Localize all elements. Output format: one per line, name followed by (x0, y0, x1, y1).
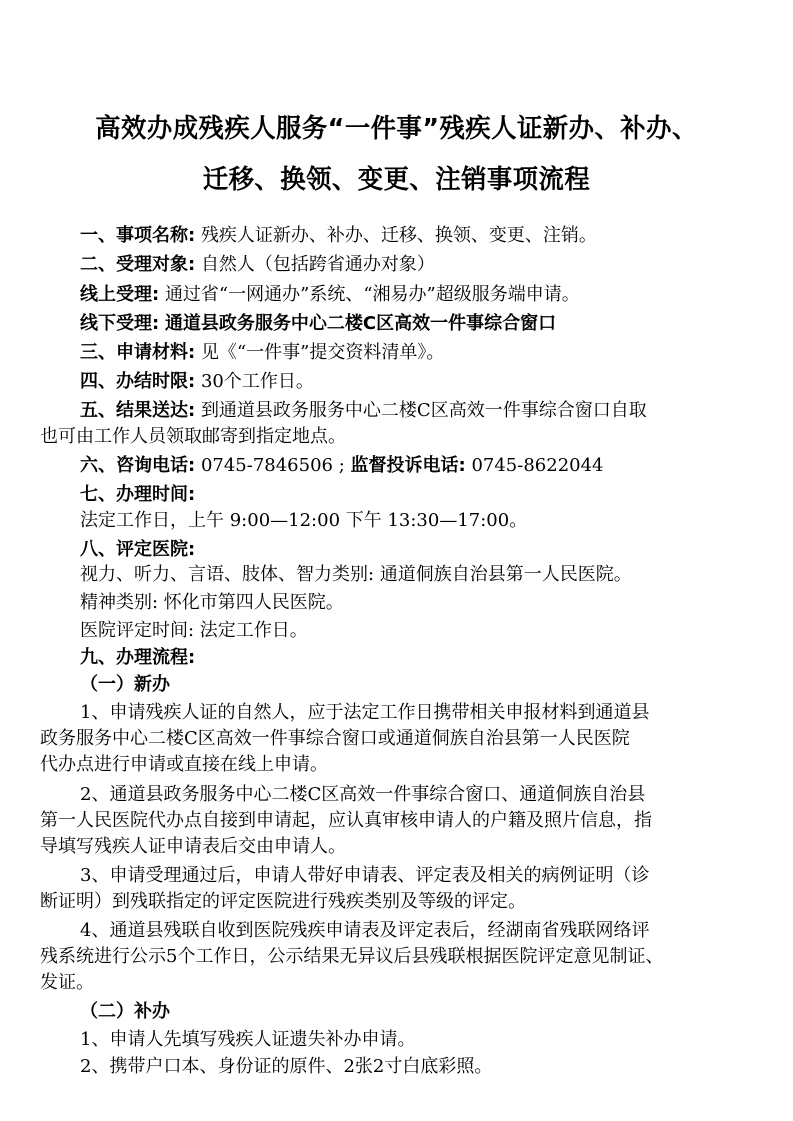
new-p2-line-1: 2、通道县政务服务中心二楼C区高效一件事综合窗口、通道侗族自治县 (80, 784, 646, 805)
item-hospital-label: 八、评定医院: (80, 539, 196, 560)
item-offline (80, 312, 556, 336)
new-p4-line-2: 残系统进行公示5个工作日，公示结果无异议后县残联根据医院评定意见制证、 (40, 946, 664, 967)
item-consult-label: 六、咨询电话: (80, 455, 196, 476)
new-p2-line-2: 第一人民医院代办点自接到申请起，应认真审核申请人的户籍及照片信息，指 (40, 810, 652, 831)
item-time-limit-label: 四、办结时限: (80, 371, 196, 392)
item-offline-label: 线下受理: (80, 313, 160, 334)
new-p4-line-1: 4、通道县残联自收到医院残疾申请表及评定表后，经湖南省残联网络评 (80, 920, 650, 941)
new-p1-line-3: 代办点进行申请或直接在线上申请。 (40, 754, 328, 775)
item-phones (80, 454, 604, 478)
item-process-label: 九、办理流程: (80, 647, 196, 668)
item-offline-value: 通道县政务服务中心二楼C区高效一件事综合窗口 (164, 313, 557, 334)
item-online-label: 线上受理: (80, 284, 160, 305)
title-line-1: 高效办成残疾人服务“一件事”残疾人证新办、补办、 (95, 114, 698, 144)
item-complaint-value: 0745-8622044 (471, 455, 604, 476)
item-time-limit (80, 370, 314, 394)
new-heading: （一）新办 (80, 674, 170, 695)
item-hospital-line-3: 医院评定时间: 法定工作日。 (80, 620, 308, 641)
item-materials (80, 341, 444, 365)
new-p1-line-2: 政务服务中心二楼C区高效一件事综合窗口或通道侗族自治县第一人民医院 (40, 728, 630, 749)
item-materials-label: 三、申请材料: (80, 342, 196, 363)
item-name-value: 残疾人证新办、补办、迁移、换领、变更、注销。 (200, 225, 597, 246)
item-name (80, 224, 597, 248)
new-p3-line-1: 3、申请受理通过后，申请人带好申请表、评定表及相关的病例证明（诊 (80, 865, 650, 886)
item-delivery-cont: 也可由工作人员领取邮寄到指定地点。 (40, 426, 346, 447)
item-delivery-value: 到通道县政务服务中心二楼C区高效一件事综合窗口自取 (200, 400, 647, 421)
new-p2-line-3: 导填写残疾人证申请表后交由申请人。 (40, 836, 346, 857)
reissue-p1: 1、申请人先填写残疾人证遗失补办申请。 (80, 1029, 416, 1050)
item-name-label: 一、事项名称: (80, 225, 196, 246)
item-hours-label: 七、办理时间: (80, 484, 196, 505)
item-consult-value: 0745-7846506 ; (200, 455, 345, 476)
item-online (80, 283, 580, 307)
new-p3-line-2: 断证明）到残联指定的评定医院进行残疾类别及等级的评定。 (40, 891, 526, 912)
item-target-label: 二、受理对象: (80, 254, 196, 275)
item-delivery (80, 399, 647, 423)
reissue-p2: 2、携带户口本、身份证的原件、2张2寸白底彩照。 (80, 1056, 493, 1077)
item-hospital-line-1: 视力、听力、言语、肢体、智力类别: 通道侗族自治县第一人民医院。 (80, 564, 632, 585)
item-target (80, 253, 435, 277)
item-materials-value: 见《“一件事”提交资料清单》。 (200, 342, 445, 363)
item-complaint-label: 监督投诉电话: (350, 455, 466, 476)
new-p1-line-1: 1、申请残疾人证的自然人，应于法定工作日携带相关申报材料到通道县 (80, 702, 650, 723)
reissue-heading: （二）补办 (80, 1001, 170, 1022)
item-online-value: 通过省“一网通办”系统、“湘易办”超级服务端申请。 (164, 284, 580, 305)
item-hospital-line-2: 精神类别: 怀化市第四人民医院。 (80, 592, 344, 613)
title-line-2: 迁移、换领、变更、注销事项流程 (202, 165, 591, 195)
item-time-limit-value: 30个工作日。 (200, 371, 314, 392)
item-delivery-label: 五、结果送达: (80, 400, 196, 421)
item-hours-value: 法定工作日，上午 9:00—12:00 下午 13:30—17:00。 (80, 510, 528, 531)
new-p4-line-3: 发证。 (40, 972, 94, 993)
item-target-value: 自然人（包括跨省通办对象） (200, 254, 435, 275)
